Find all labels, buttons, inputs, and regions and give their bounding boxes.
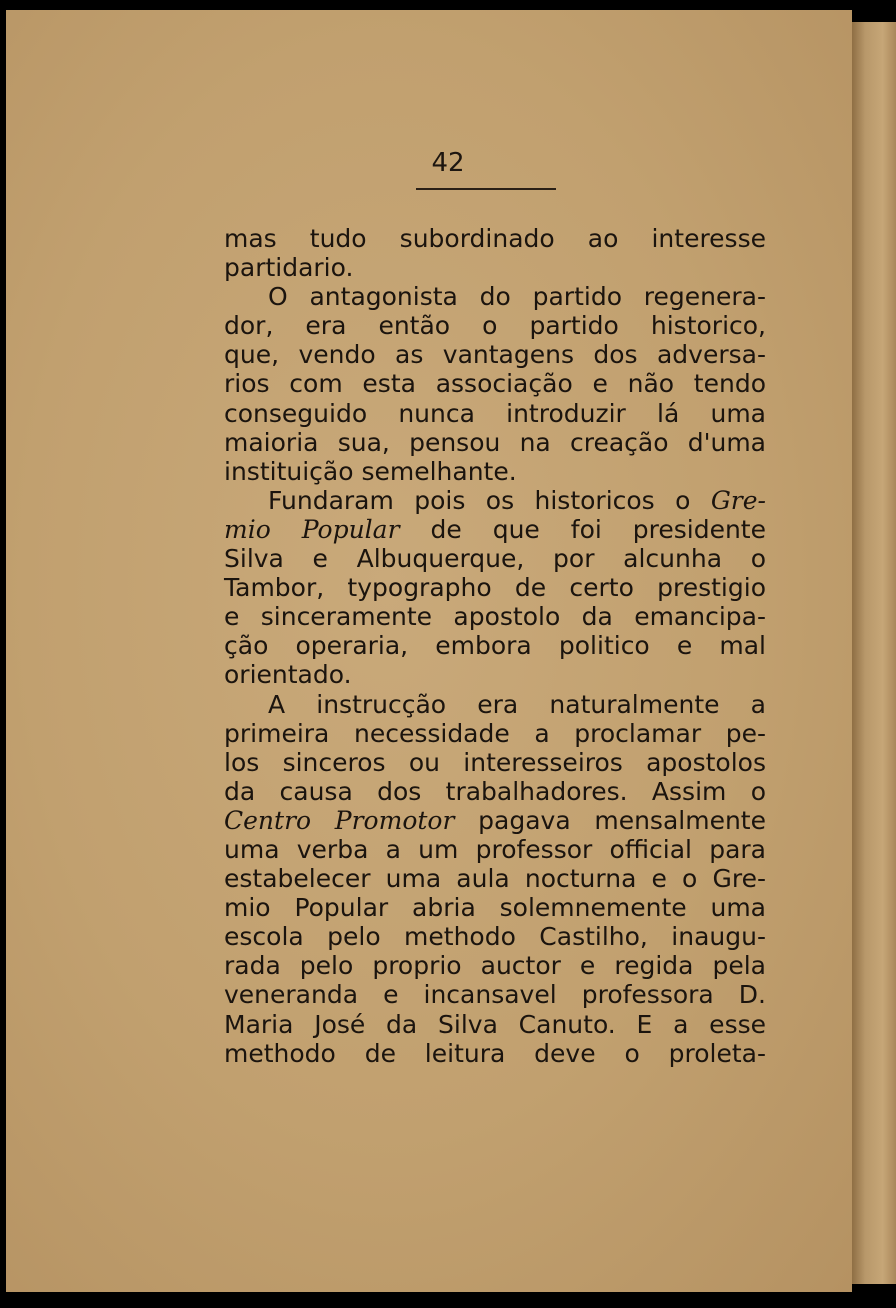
text-line: conseguido nunca introduzir lá uma	[224, 398, 766, 428]
text-fragment: pagava mensalmente	[478, 805, 766, 835]
text-line	[224, 515, 766, 544]
text-line: Tambor, typographo de certo prestigio	[224, 573, 766, 603]
text-line: los sinceros ou interesseiros apostolos	[224, 747, 766, 777]
text-line: uma verba a um professor official para	[224, 834, 766, 864]
text-line: dor, era então o partido historico,	[224, 311, 766, 341]
text-line: rios com esta associação e não tendo	[224, 369, 766, 399]
italic-fragment: Centro Promotor	[224, 805, 455, 835]
text-line: O antagonista do partido regenera-	[268, 282, 766, 312]
text-line: ção operaria, embora politico e mal	[224, 631, 766, 661]
italic-fragment: mio Popular	[224, 514, 400, 544]
text-line: primeira necessidade a proclamar pe-	[224, 718, 766, 748]
text-fragment: Fundaram pois os historicos o	[268, 485, 691, 515]
text-line: mas tudo subordinado ao interesse	[224, 224, 766, 253]
text-line: Silva e Albuquerque, por alcunha o	[224, 544, 766, 574]
text-fragment: de que foi presidente	[430, 514, 766, 544]
page-number: 42	[431, 148, 465, 178]
text-line: maioria sua, pensou na creação d'uma	[224, 427, 766, 457]
text-line: e sinceramente apostolo da emancipa-	[224, 602, 766, 632]
text-line: veneranda e incansavel professora D.	[224, 980, 766, 1010]
text-line: Maria José da Silva Canuto. E a esse	[224, 1009, 766, 1039]
text-line: methodo de leitura deve o proleta-	[224, 1038, 766, 1068]
header-rule	[416, 188, 556, 190]
text-line: mio Popular abria solemnemente uma	[224, 893, 766, 923]
text-line: A instrucção era naturalmente a	[268, 689, 766, 719]
page-edge	[852, 22, 896, 1284]
text-line: rada pelo proprio auctor e regida pela	[224, 951, 766, 981]
text-line: partidario.	[224, 253, 354, 283]
text-line: instituição semelhante.	[224, 456, 517, 486]
text-line: estabelecer uma aula nocturna e o Gre-	[224, 864, 766, 894]
text-line	[224, 486, 766, 515]
text-line: da causa dos trabalhadores. Assim o	[224, 776, 766, 806]
italic-fragment: Gre-	[710, 485, 766, 515]
text-line: escola pelo methodo Castilho, inaugu-	[224, 922, 766, 952]
text-line: orientado.	[224, 660, 352, 690]
text-line: que, vendo as vantagens dos adversa-	[224, 340, 766, 370]
text-line	[224, 806, 766, 835]
body-text	[224, 224, 766, 1068]
